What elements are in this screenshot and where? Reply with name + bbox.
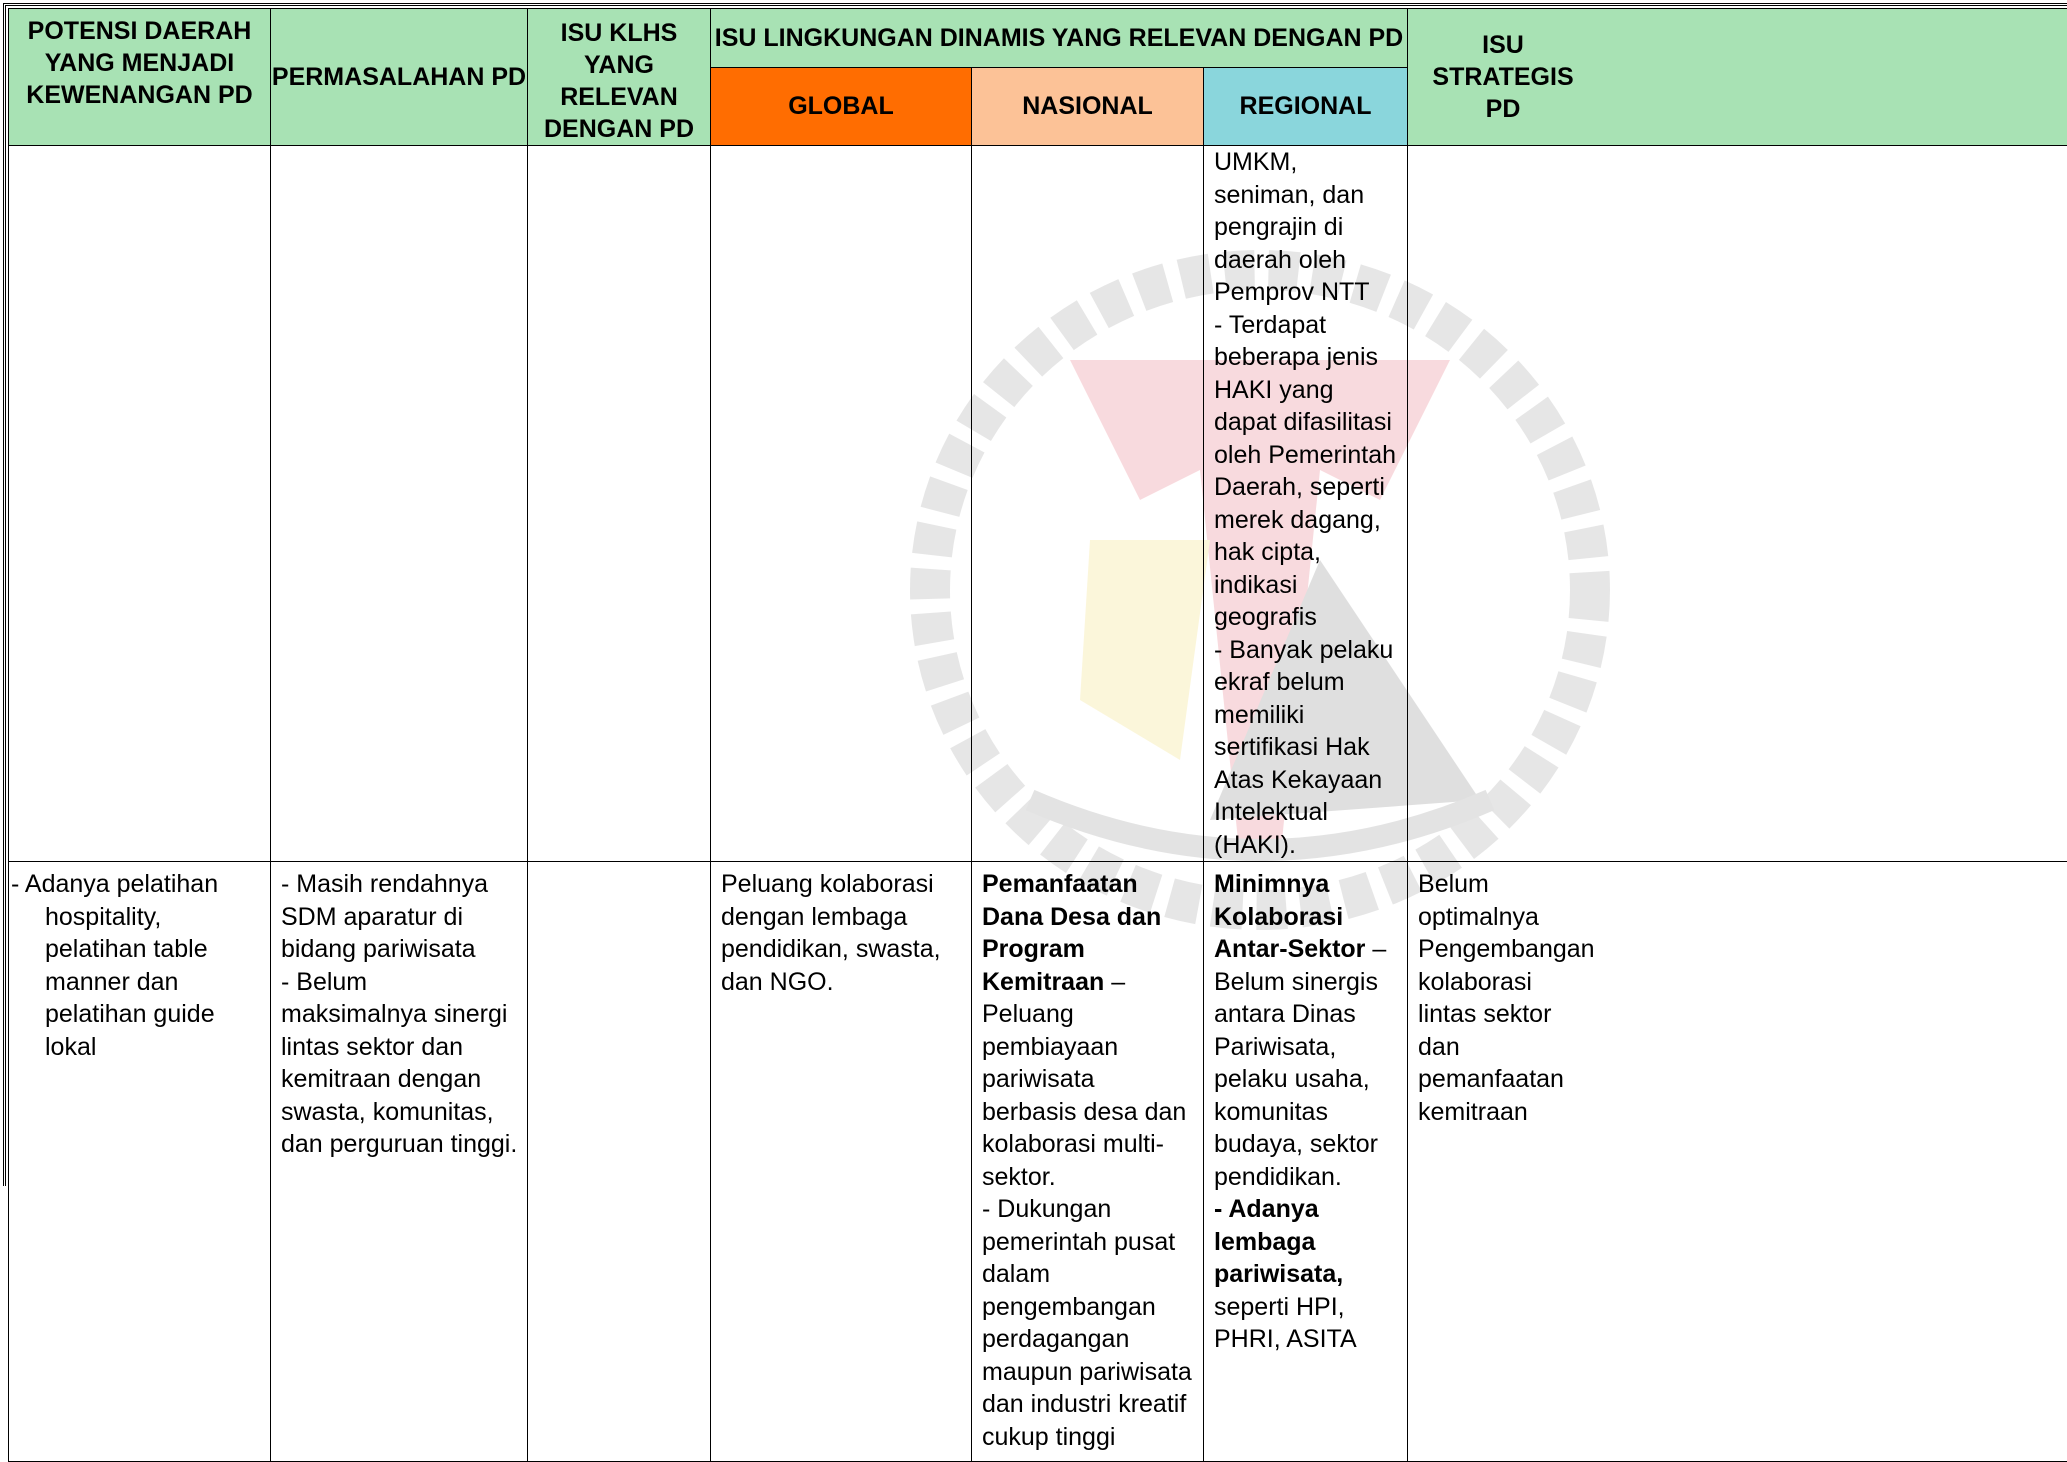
header-regional: REGIONAL [1204,67,1408,145]
row1-potensi-cell [9,146,271,862]
row2-regional-item-2-bold: - Adanya lembaga pariwisata, [1214,1195,1344,1288]
header-global: GLOBAL [711,67,972,145]
row1-global-cell [711,146,972,862]
header-isu-strategis [1408,9,2067,146]
row2-regional-item-2-rest: seperti HPI, PHRI, ASITA [1214,1292,1357,1353]
row2-isu-klhs-cell [528,862,711,1462]
row2-nasional-cell [972,862,1204,1462]
row1-regional-item-2: - Terdapat beberapa jenis HAKI yang dapat difasilitasi oleh Pemerintah Daerah, seperti merek dagang, hak cipta, indikasi geografis [1214,310,1397,631]
row2-potensi-text: - Adanya pelatihan hospitality, pelatihan table manner dan pelatihan guide lokal [11,870,219,1061]
row1-regional-cell [1204,146,1408,862]
row2-permasalahan-item-1: - Masih rendahnya SDM aparatur di bidang pariwisata [281,870,489,963]
row2-isu-strategis-text: Belum optimalnya Pengembangan kolaborasi lintas sektor dan pemanfaatan kemitraan [1418,870,1595,1126]
row2-global-cell [711,862,972,1462]
row1-permasalahan-cell [271,146,528,862]
isu-strategis-table [8,8,2067,1462]
header-permasalahan: PERMASALAHAN PD [271,9,528,146]
row2-nasional-rest: – Peluang pembiayaan pariwisata berbasis desa dan kolaborasi multi-sektor. [982,967,1187,1191]
row1-nasional-cell [972,146,1204,862]
header-isu-klhs: ISU KLHS YANG RELEVAN DENGAN PD [528,9,711,146]
row2-regional-item-2 [1214,1193,1399,1356]
header-isu-strategis-label: ISU STRATEGIS PD [1432,31,1574,123]
row2-permasalahan-item-2: - Belum maksimalnya sinergi lintas sektor dan kemitraan dengan swasta, komunitas, dan perguruan tinggi. [281,967,518,1158]
row2-regional-bold: Minimnya Kolaborasi Antar-Sektor [1214,870,1366,963]
row2-global-text: Peluang kolaborasi dengan lembaga pendidikan, swasta, dan NGO. [721,870,941,996]
row1-regional-item-3: - Banyak pelaku ekraf belum memiliki sertifikasi Hak Atas Kekayaan Intelektual (HAKI). [1214,635,1394,859]
header-isu-lingkungan-dinamis: ISU LINGKUNGAN DINAMIS YANG RELEVAN DENGAN PD [711,9,1408,68]
header-nasional: NASIONAL [972,67,1204,145]
row2-nasional-bold: Pemanfaatan Dana Desa dan Program Kemitraan [982,870,1162,996]
row1-regional-text: UMKM, seniman, dan pengrajin di daerah oleh Pemprov NTT [1214,148,1370,306]
row1-isu-klhs-cell [528,146,711,862]
row2-regional-cell [1204,862,1408,1462]
row2-nasional-item-2: - Dukungan pemerintah pusat dalam pengembangan perdagangan maupun pariwisata dan industri kreatif cukup tinggi [982,1195,1192,1451]
row2-isu-strategis-cell [1408,862,2067,1462]
row2-potensi-cell [9,862,271,1462]
header-potensi-daerah: POTENSI DAERAH YANG MENJADI KEWENANGAN PD [9,9,271,146]
row2-permasalahan-cell [271,862,528,1462]
row2-regional-item-1 [1214,868,1399,1193]
row2-nasional-item-1 [982,868,1195,1193]
row1-isu-strategis-cell [1408,146,2067,862]
row2-regional-rest: – Belum sinergis antara Dinas Pariwisata, pelaku usaha, komunitas budaya, sektor pendidikan. [1214,935,1387,1191]
